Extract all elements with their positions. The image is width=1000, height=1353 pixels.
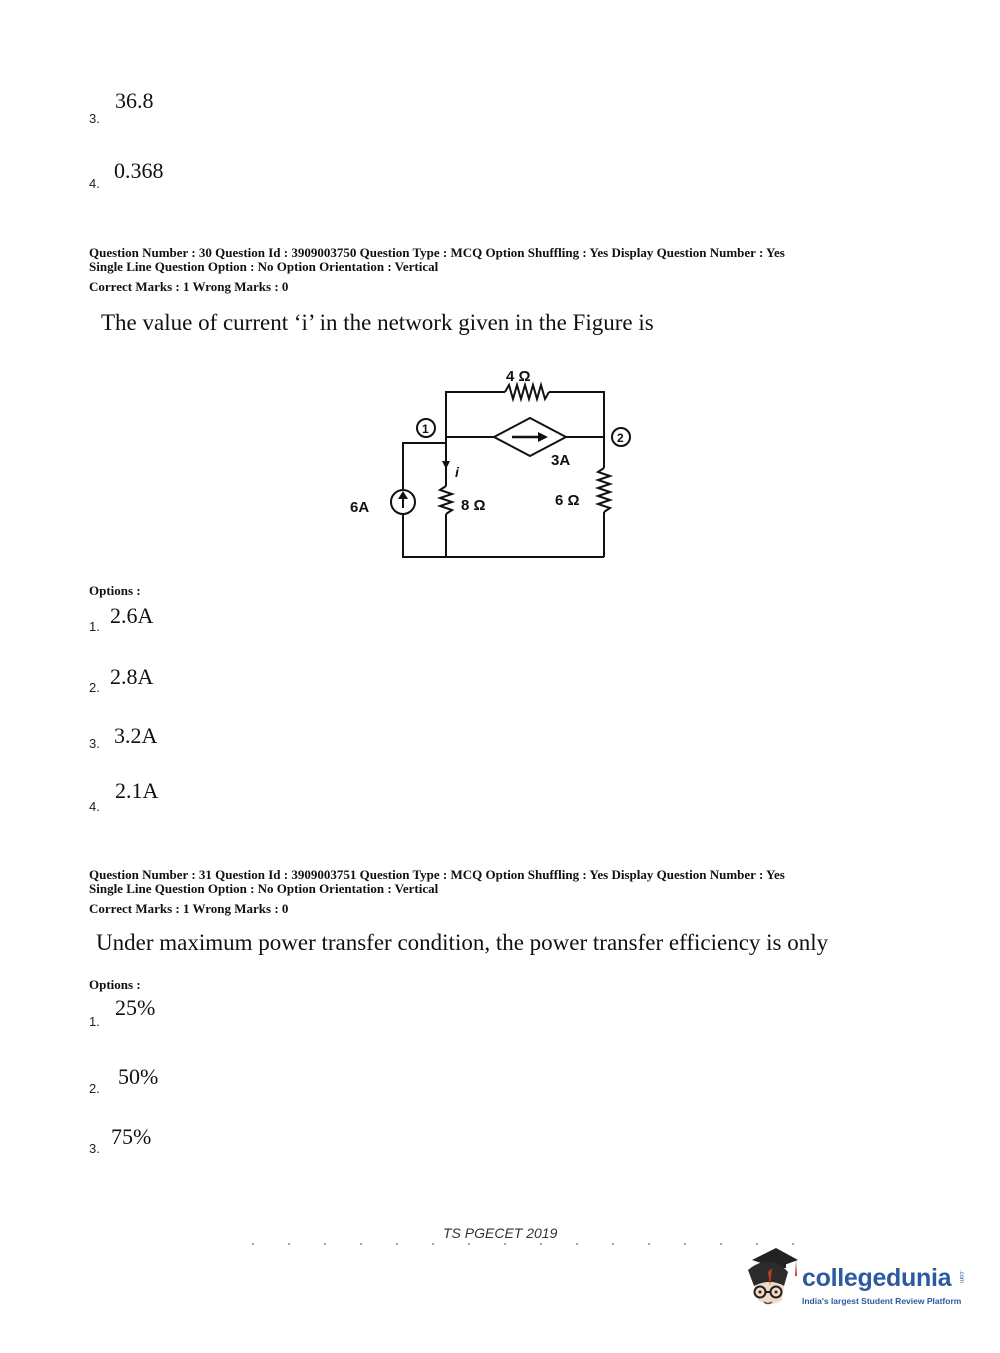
label-source-6a: 6A (350, 499, 370, 516)
brand-tagline: India's largest Student Review Platform (802, 1296, 962, 1306)
q30-meta-line2: Single Line Question Option : No Option Orientation : Vertical (89, 259, 439, 274)
footer-exam-name: TS PGECET 2019 (443, 1225, 558, 1241)
q31-marks: Correct Marks : 1 Wrong Marks : 0 (89, 901, 289, 916)
footer-dotted-divider (235, 1243, 815, 1245)
q30-option-1-number: 1. (89, 619, 100, 634)
prev-option-4-number: 4. (89, 176, 100, 191)
q31-option-3-value: 75% (111, 1124, 152, 1149)
prev-option-3-value: 36.8 (115, 88, 154, 113)
q31-option-2-number: 2. (89, 1081, 100, 1096)
label-node-2: 2 (617, 431, 624, 445)
q30-option-4-value: 2.1A (115, 778, 159, 803)
label-node-1: 1 (422, 422, 429, 436)
q31-option-1-number: 1. (89, 1014, 100, 1029)
q30-option-2-number: 2. (89, 680, 100, 695)
q30-option-1-value: 2.6A (110, 603, 154, 628)
q30-option-2-value: 2.8A (110, 664, 154, 689)
brand-name: collegedunia (802, 1264, 952, 1292)
q31-option-3-number: 3. (89, 1141, 100, 1156)
prev-option-4-value: 0.368 (114, 158, 164, 183)
q31-meta-line1: Question Number : 31 Question Id : 3909003751 Question Type : MCQ Option Shuffling : Yes Display Question Number : Yes (89, 867, 785, 882)
brand-com: .com (958, 1270, 964, 1284)
q31-option-2-value: 50% (118, 1064, 159, 1089)
collegedunia-logo (740, 1246, 970, 1314)
q30-options-label: Options : (89, 583, 141, 598)
q30-option-3-number: 3. (89, 736, 100, 751)
q30-option-4-number: 4. (89, 799, 100, 814)
q31-options-label: Options : (89, 977, 141, 992)
q30-option-3-value: 3.2A (114, 723, 158, 748)
mascot-icon (740, 1246, 802, 1312)
q30-question-text: The value of current ‘i’ in the network given in the Figure is (101, 310, 654, 335)
q31-option-1-value: 25% (115, 995, 156, 1020)
q31-question-text: Under maximum power transfer condition, the power transfer efficiency is only (96, 930, 829, 955)
q30-meta-line1: Question Number : 30 Question Id : 3909003750 Question Type : MCQ Option Shuffling : Yes Display Question Number : Yes (89, 245, 785, 260)
q30-circuit-figure (340, 360, 640, 565)
label-dep-source: 3A (551, 452, 571, 469)
q31-meta-line2: Single Line Question Option : No Option Orientation : Vertical (89, 881, 439, 896)
label-r-mid: 8 Ω (461, 497, 486, 514)
prev-option-3-number: 3. (89, 111, 100, 126)
label-r-right: 6 Ω (555, 492, 580, 509)
label-r-top: 4 Ω (506, 368, 531, 385)
label-current-i: i (455, 464, 459, 480)
q30-marks: Correct Marks : 1 Wrong Marks : 0 (89, 279, 289, 294)
